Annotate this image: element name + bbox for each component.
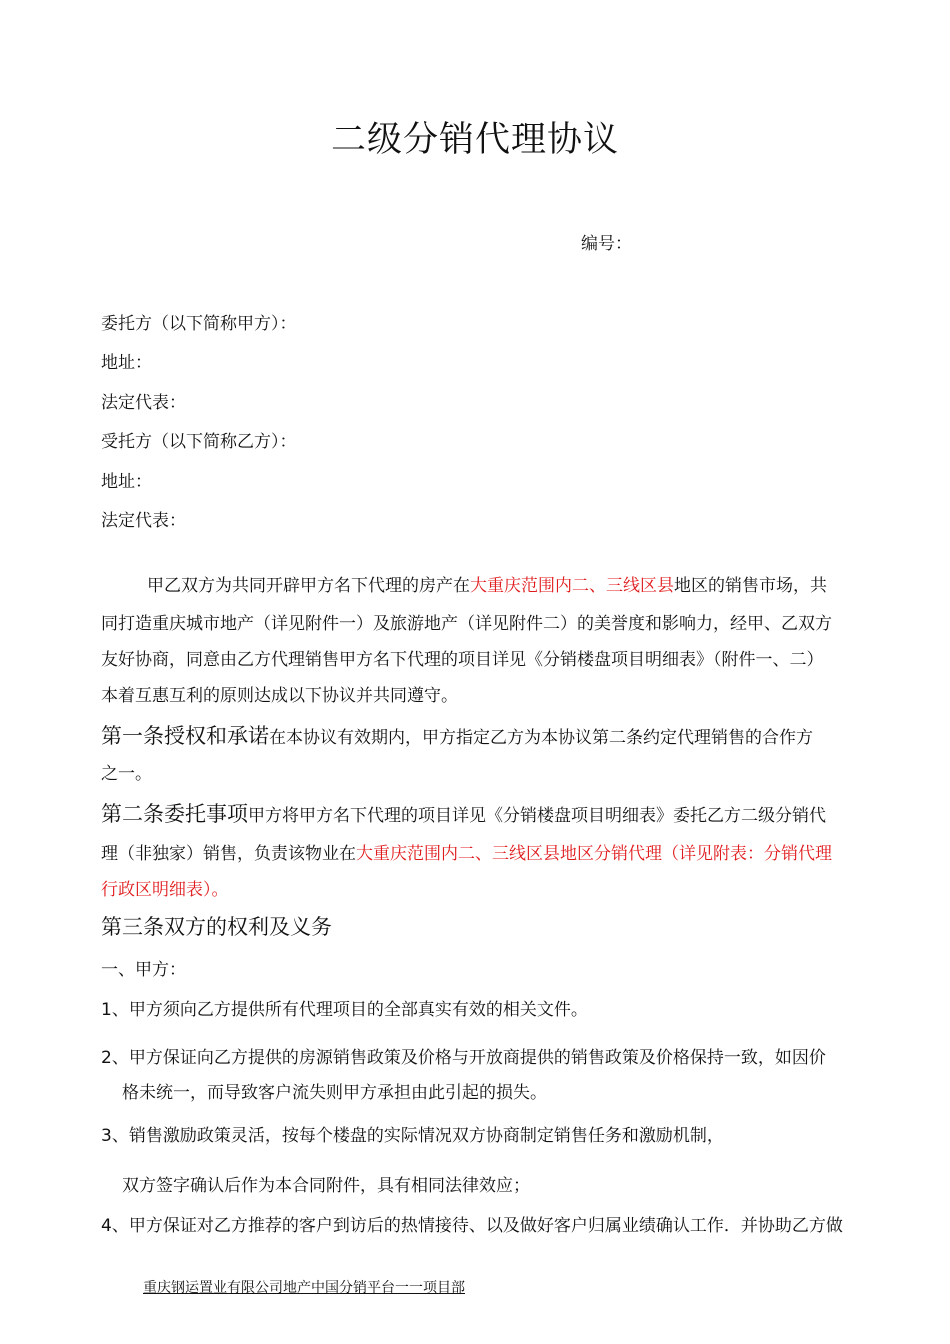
article-3-item-3: 3、销售激励政策灵活，按每个楼盘的实际情况双方协商制定销售任务和激励机制， (101, 1126, 724, 1146)
article-3-item-2-continued: 格未统一，而导致客户流失则甲方承担由此引起的损失。 (122, 1083, 547, 1103)
intro-text: 甲乙双方为共同开辟甲方名下代理的房产在 (147, 576, 470, 596)
article-3-item-4: 4、甲方保证对乙方推荐的客户到访后的热情接待、以及做好客户归属业绩确认工作．并协助乙方做 (101, 1216, 843, 1236)
agent-representative-line: 法定代表： (101, 511, 186, 531)
article-2-line-2 (101, 837, 891, 872)
article-2-highlight: 大重庆范围内二、三线区县地区分销代理（详见附表：分销代理 (356, 844, 832, 864)
principal-representative-line: 法定代表： (101, 393, 186, 413)
document-number-label: 编号： (581, 234, 632, 254)
page-footer: 重庆钢运置业有限公司地产中国分销平台一一项目部 (143, 1280, 465, 1296)
article-3-subheading: 一、甲方： (101, 960, 186, 980)
agent-party-line: 受托方（以下简称乙方）： (101, 432, 297, 452)
principal-party-line: 委托方（以下简称甲方）： (101, 314, 297, 334)
article-1-line-2: 之一。 (101, 764, 152, 784)
intro-highlight: 大重庆范围内二、三线区县 (470, 576, 674, 596)
article-3-item-2: 2、甲方保证向乙方提供的房源销售政策及价格与开放商提供的销售政策及价格保持一致，如因价 (101, 1048, 826, 1068)
article-1-heading: 第一条授权和承诺 (101, 724, 269, 748)
article-3-item-3-continued: 双方签字确认后作为本合同附件，具有相同法律效应； (122, 1176, 530, 1196)
article-2-text-2: 理（非独家）销售，负责该物业在 (101, 844, 356, 864)
article-1 (101, 719, 891, 756)
agent-address-line: 地址： (101, 472, 152, 492)
article-2-line-3: 行政区明细表）。 (101, 880, 229, 900)
article-1-text: 在本协议有效期内，甲方指定乙方为本协议第二条约定代理销售的合作方 (269, 728, 813, 748)
article-3-heading: 第三条双方的权利及义务 (101, 915, 332, 939)
article-2-text: 甲方将甲方名下代理的项目详见《分销楼盘项目明细表》委托乙方二级分销代 (248, 806, 826, 826)
principal-address-line: 地址： (101, 353, 152, 373)
document-title: 二级分销代理协议 (330, 120, 619, 160)
intro-text-rest: 地区的销售市场，共 (674, 576, 827, 596)
intro-line-2: 同打造重庆城市地产（详见附件一）及旅游地产（详见附件二）的美誉度和影响力，经甲、乙双方 (101, 614, 832, 634)
article-2 (101, 797, 891, 834)
intro-paragraph (101, 569, 891, 604)
intro-line-3: 友好协商，同意由乙方代理销售甲方名下代理的项目详见《分销楼盘项目明细表》（附件一、二） (101, 650, 824, 670)
article-2-heading: 第二条委托事项 (101, 802, 248, 826)
intro-line-4: 本着互惠互利的原则达成以下协议并共同遵守。 (101, 686, 458, 706)
article-3-item-1: 1、甲方须向乙方提供所有代理项目的全部真实有效的相关文件。 (101, 1000, 588, 1020)
